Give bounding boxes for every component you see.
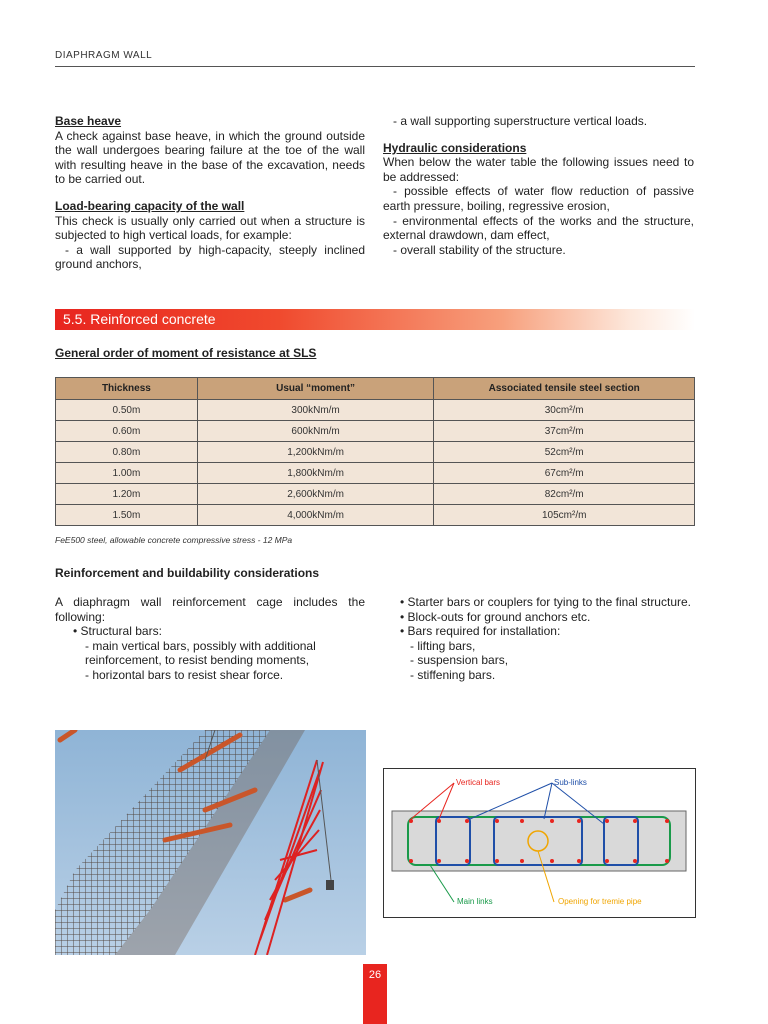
load-bearing-item-2: - a wall supporting superstructure vertical loads. <box>393 114 648 128</box>
table-row <box>56 463 695 484</box>
base-heave-block <box>55 114 365 187</box>
sub-item-lifting: - lifting bars, <box>410 638 476 653</box>
label-sub-links: Sub-links <box>554 778 587 787</box>
section-title: 5.5. Reinforced concrete <box>63 311 216 327</box>
running-header: DIAPHRAGM WALL <box>55 50 153 61</box>
page-number: 26 <box>368 969 382 981</box>
cell-thickness: 1.00m <box>56 463 198 484</box>
sub-item-vertical: - main vertical bars, possibly with additional reinforcement, to resist bending moments, <box>85 638 316 668</box>
bullet-block-outs: • Block-outs for ground anchors etc. <box>400 609 591 624</box>
reinforcement-cage-photo <box>55 730 366 955</box>
reinforcement-list-left <box>55 595 365 683</box>
hydraulic-text: When below the water table the following issues need to be addressed: <box>383 155 694 184</box>
table-footnote: FeE500 steel, allowable concrete compressive stress - 12 MPa <box>55 535 293 545</box>
base-heave-text: A check against base heave, in which the ground outside the wall undergoes bearing failure at the toe of the wall with resulting heave in the base of the excavation, needs to be carried out. <box>55 128 365 187</box>
hydraulic-heading: Hydraulic considerations <box>383 140 527 155</box>
cell-moment: 600kNm/m <box>197 421 434 442</box>
cell-thickness: 0.80m <box>56 442 198 463</box>
load-bearing-heading: Load-bearing capacity of the wall <box>55 198 245 213</box>
header-steel-section: Associated tensile steel section <box>434 378 695 400</box>
left-column <box>55 114 365 272</box>
hydraulic-item-3: - overall stability of the structure. <box>393 242 566 257</box>
header-rule <box>55 66 695 67</box>
cage-section-diagram <box>383 768 696 918</box>
label-tremie-opening: Opening for tremie pipe <box>558 897 642 906</box>
bullet-installation: • Bars required for installation: <box>400 624 561 639</box>
header-moment: Usual “moment” <box>197 378 434 400</box>
cell-thickness: 1.20m <box>56 484 198 505</box>
cell-steel: 30cm²/m <box>434 400 695 421</box>
cell-moment: 1,800kNm/m <box>197 463 434 484</box>
cell-steel: 105cm²/m <box>434 505 695 526</box>
table-row <box>56 505 695 526</box>
section-banner <box>55 309 695 330</box>
base-heave-heading: Base heave <box>55 114 122 128</box>
bullet-starter-bars: • Starter bars or couplers for tying to the final structure. <box>400 595 691 609</box>
moment-table <box>55 377 695 526</box>
sub-item-suspension: - suspension bars, <box>410 653 509 668</box>
cell-moment: 300kNm/m <box>197 400 434 421</box>
table-header-row <box>56 378 695 400</box>
cell-moment: 2,600kNm/m <box>197 484 434 505</box>
table-title: General order of moment of resistance at SLS <box>55 346 317 360</box>
load-bearing-block <box>55 199 365 272</box>
cell-thickness: 0.60m <box>56 421 198 442</box>
right-column <box>383 114 694 257</box>
cell-steel: 82cm²/m <box>434 484 695 505</box>
page-number-tab <box>363 964 387 1024</box>
cell-thickness: 0.50m <box>56 400 198 421</box>
hydraulic-item-2: - environmental effects of the works and the structure, external drawdown, dam effect, <box>383 213 694 243</box>
hydraulic-item-1: - possible effects of water flow reduction of passive earth pressure, boiling, regressive erosion, <box>383 184 694 213</box>
bullet-structural: • Structural bars: <box>73 624 162 639</box>
hydraulic-block <box>383 141 694 258</box>
label-vertical-bars: Vertical bars <box>456 778 501 787</box>
cage-crane-illustration <box>55 730 366 955</box>
reinforcement-intro: A diaphragm wall reinforcement cage includes the following: <box>55 595 365 624</box>
header-thickness: Thickness <box>56 378 198 400</box>
cell-steel: 67cm²/m <box>434 463 695 484</box>
sub-item-horizontal: - horizontal bars to resist shear force. <box>85 667 284 682</box>
cell-steel: 37cm²/m <box>434 421 695 442</box>
load-bearing-item-1: - a wall supported by high-capacity, steeply inclined ground anchors, <box>55 242 365 272</box>
table-row <box>56 421 695 442</box>
cage-section-svg <box>384 769 695 917</box>
cell-moment: 4,000kNm/m <box>197 505 434 526</box>
cell-moment: 1,200kNm/m <box>197 442 434 463</box>
table-row <box>56 442 695 463</box>
sub-item-stiffening: - stiffening bars. <box>410 667 496 682</box>
cell-steel: 52cm²/m <box>434 442 695 463</box>
cell-thickness: 1.50m <box>56 505 198 526</box>
table-row <box>56 400 695 421</box>
reinforcement-list-right <box>400 595 700 683</box>
label-main-links: Main links <box>457 897 493 906</box>
load-bearing-text: This check is usually only carried out when a structure is subjected to high vertical loads, for example: <box>55 213 365 243</box>
table-row <box>56 484 695 505</box>
reinforcement-heading: Reinforcement and buildability considerations <box>55 566 320 580</box>
